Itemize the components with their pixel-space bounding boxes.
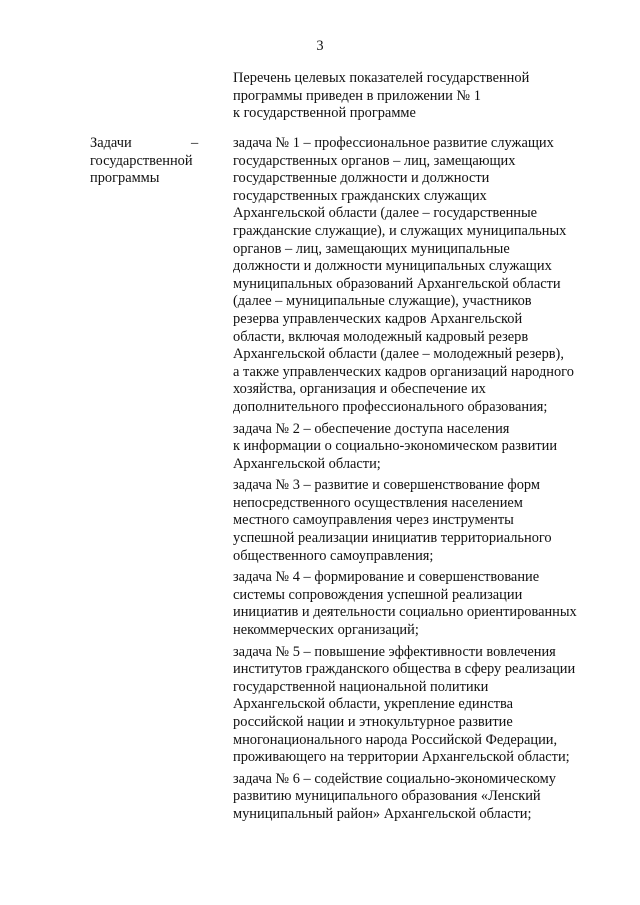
text-line: задача № 3 – развитие и совершенствование форм (233, 477, 540, 494)
text-line: системы сопровождения успешной реализации (233, 586, 523, 603)
task-2 (233, 421, 613, 474)
text-line: хозяйства, организация и обеспечение их (233, 381, 486, 398)
text-line: задача № 2 – обеспечение доступа населения (233, 420, 510, 437)
text-line: государственные должности и должности (233, 170, 490, 187)
text-line: дополнительного профессионального образования; (233, 398, 548, 415)
text-line: государственных гражданских служащих (233, 187, 487, 204)
label-line: программы (90, 170, 160, 187)
text-line: к информации о социально-экономическом развитии (233, 438, 558, 455)
task-1 (233, 135, 613, 417)
text-line: проживающего на территории Архангельской области; (233, 749, 570, 766)
text-line: общественного самоуправления; (233, 547, 434, 564)
task-6 (233, 771, 613, 824)
text-line: органов – лиц, замещающих муниципальные (233, 240, 510, 257)
label-dash: – (191, 135, 199, 151)
text-line: области, включая молодежный кадровый резерв (233, 328, 529, 345)
label-line: государственной (90, 152, 193, 169)
text-line: задача № 6 – содействие социально-экономическому (233, 770, 556, 787)
indicators-reference-paragraph (233, 70, 613, 123)
text-line: некоммерческих организаций; (233, 622, 419, 639)
text-line: задача № 4 – формирование и совершенствование (233, 569, 540, 586)
text-line: к государственной программе (233, 105, 416, 122)
text-line: Архангельской области (далее – государственные (233, 205, 538, 222)
text-line: должности и должности муниципальных служащих (233, 258, 552, 275)
text-line: развитию муниципального образования «Ленский (233, 788, 541, 805)
task-3 (233, 477, 613, 565)
text-line: муниципальных образований Архангельской области (233, 275, 561, 292)
text-line: инициатив и деятельности социально ориентированных (233, 604, 577, 621)
text-line: Архангельской области, укрепление единства (233, 696, 513, 713)
label-line: Задачи (90, 135, 132, 151)
text-line: а также управленческих кадров организаций народного (233, 363, 574, 380)
page-number: 3 (316, 38, 324, 54)
text-line: Архангельской области; (233, 455, 381, 472)
text-line: гражданские служащие), и служащих муниципальных (233, 222, 567, 239)
task-5 (233, 644, 613, 767)
tasks-list (233, 135, 613, 828)
text-line: Перечень целевых показателей государственной (233, 70, 530, 86)
text-line: институтов гражданского общества в сферу реализации (233, 661, 576, 678)
text-line: успешной реализации инициатив территориального (233, 530, 552, 547)
text-line: Архангельской области (далее – молодежный резерв), (233, 346, 564, 363)
task-4 (233, 569, 613, 639)
text-line: непосредственного осуществления населением (233, 494, 523, 511)
text-line: государственной национальной политики (233, 678, 489, 695)
text-line: задача № 1 – профессиональное развитие служащих (233, 135, 554, 151)
text-line: российской нации и этнокультурное развитие (233, 714, 513, 730)
text-line: местного самоуправления через инструменты (233, 512, 514, 529)
text-line: резерва управленческих кадров Архангельской (233, 310, 523, 327)
text-line: задача № 5 – повышение эффективности вовлечения (233, 643, 556, 660)
text-line: государственных органов – лиц, замещающих (233, 152, 516, 169)
text-line: муниципальный район» Архангельской области; (233, 805, 532, 822)
text-line: (далее – муниципальные служащие), участников (233, 293, 532, 310)
text-line: многонационального народа Российской Федерации, (233, 731, 558, 748)
text-line: программы приведен в приложении № 1 (233, 87, 481, 104)
